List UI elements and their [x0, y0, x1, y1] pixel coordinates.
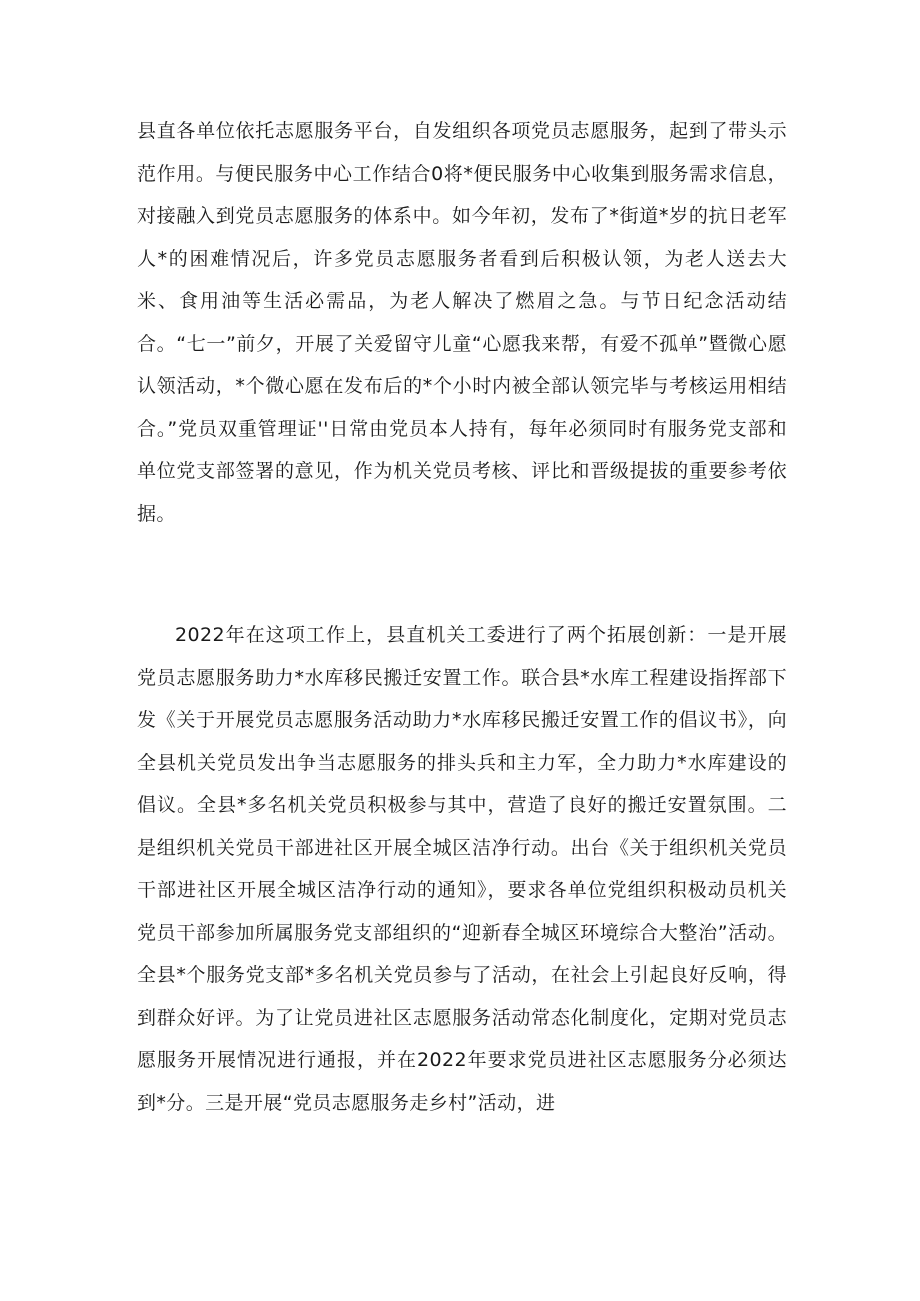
paragraph-volunteer-service-results: 县直各单位依托志愿服务平台，自发组织各项党员志愿服务，起到了带头示范作用。与便民服务中心工作结合0将*便民服务中心收集到服务需求信息，对接融入到党员志愿服务的体系中。如今年初，发布了*街道*岁的抗日老军人*的困难情况后，许多党员志愿服务者看到后积极认领，为老人送去大米、食用油等生活必需品，为老人解决了燃眉之急。与节日纪念活动结合。“七一”前夕，开展了关爱留守儿童“心愿我来帮，有爱不孤单”暨微心愿认领活动，*个微心愿在发布后的*个小时内被全部认领完毕与考核运用相结合。”党员双重管理证''日常由党员本人持有，每年必须同时有服务党支部和单位党支部签署的意见，作为机关党员考核、评比和晋级提拔的重要参考依据。 [137, 120, 787, 525]
paragraph-2022-innovations: 2022年在这项工作上，县直机关工委进行了两个拓展创新：一是开展党员志愿服务助力*水库移民搬迁安置工作。联合县*水库工程建设指挥部下发《关于开展党员志愿服务活动助力*水库移民搬迁安置工作的倡议书》，向全县机关党员发出争当志愿服务的排头兵和主力军，全力助力*水库建设的倡议。全县*多名机关党员积极参与其中，营造了良好的搬迁安置氛围。二是组织机关党员干部进社区开展全城区洁净行动。出台《关于组织机关党员干部进社区开展全城区洁净行动的通知》，要求各单位党组织积极动员机关党员干部参加所属服务党支部组织的“迎新春全城区环境综合大整治”活动。全县*个服务党支部*多名机关党员参与了活动，在社会上引起良好反响，得到群众好评。为了让党员进社区志愿服务活动常态化制度化，定期对党员志愿服务开展情况进行通报，并在2022年要求党员进社区志愿服务分必须达到*分。三是开展“党员志愿服务走乡村”活动，进 [137, 624, 787, 1114]
